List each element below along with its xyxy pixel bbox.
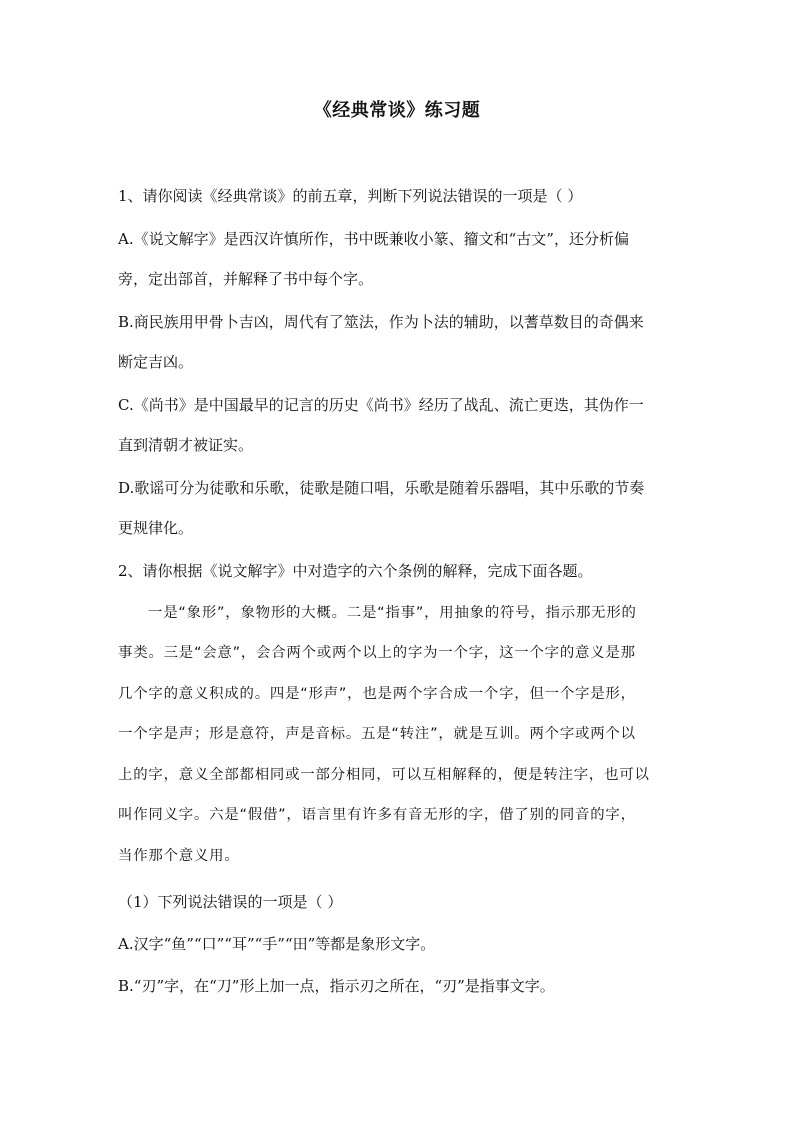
sub-question-1-option-b: B.“刃”字，在“刀”形上加一点，指示刃之所在，“刃”是指事文字。 [118, 977, 555, 995]
question-1-option-d: D.歌谣可分为徒歌和乐歌，徒歌是随口唱，乐歌是随着乐器唱，其中乐歌的节奏 [118, 479, 645, 497]
passage-line: 叫作同义字。六是“假借”，语言里有许多有音无形的字，借了别的同音的字， [118, 807, 636, 823]
question-1-option-b: B.商民族用甲骨卜吉凶，周代有了筮法，作为卜法的辅助，以蓍草数目的奇偶来 [118, 313, 644, 331]
question-1-stem: 1、请你阅读《经典常谈》的前五章，判断下列说法错误的一项是（ ） [118, 187, 583, 205]
passage-line: 事类。三是“会意”，会合两个或两个以上的字为一个字，这一个字的意义是那 [118, 645, 636, 661]
question-2-stem: 2、请你根据《说文解字》中对造字的六个条例的解释，完成下面各题。 [118, 562, 593, 580]
passage-line: 当作那个意义用。 [118, 848, 240, 864]
question-1-option-c: C.《尚书》是中国最早的记言的历史《尚书》经历了战乱、流亡更迭，其伪作一 [118, 396, 644, 414]
sub-question-1-stem: （1）下列说法错误的一项是（ ） [118, 893, 343, 911]
page-title: 《经典常谈》练习题 [313, 100, 481, 121]
passage-line: 上的字，意义全部都相同或一部分相同，可以互相解释的，便是转注字，也可以 [118, 767, 650, 783]
sub-question-1-option-a: A.汉字“鱼”“口”“耳”“手”“田”等都是象形文字。 [118, 935, 436, 953]
question-1-option-b-cont: 断定吉凶。 [118, 353, 194, 371]
question-1-option-a: A.《说文解字》是西汉许慎所作，书中既兼收小篆、籀文和“古文”，还分析偏 [118, 230, 629, 248]
question-1-option-a-cont: 旁，定出部首，并解释了书中每个字。 [118, 270, 374, 288]
passage-line: 一个字是声；形是意符，声是音标。五是“转注”，就是互训。两个字或两个以 [118, 726, 636, 742]
passage-line: 几个字的意义积成的。四是“形声”，也是两个字合成一个字，但一个字是形， [118, 686, 636, 702]
question-1-option-d-cont: 更规律化。 [118, 519, 194, 537]
question-1-option-c-cont: 直到清朝才被证实。 [118, 436, 254, 454]
passage-line: 一是“象形”，象物形的大概。二是“指事”，用抽象的符号，指示那无形的 [148, 605, 637, 621]
